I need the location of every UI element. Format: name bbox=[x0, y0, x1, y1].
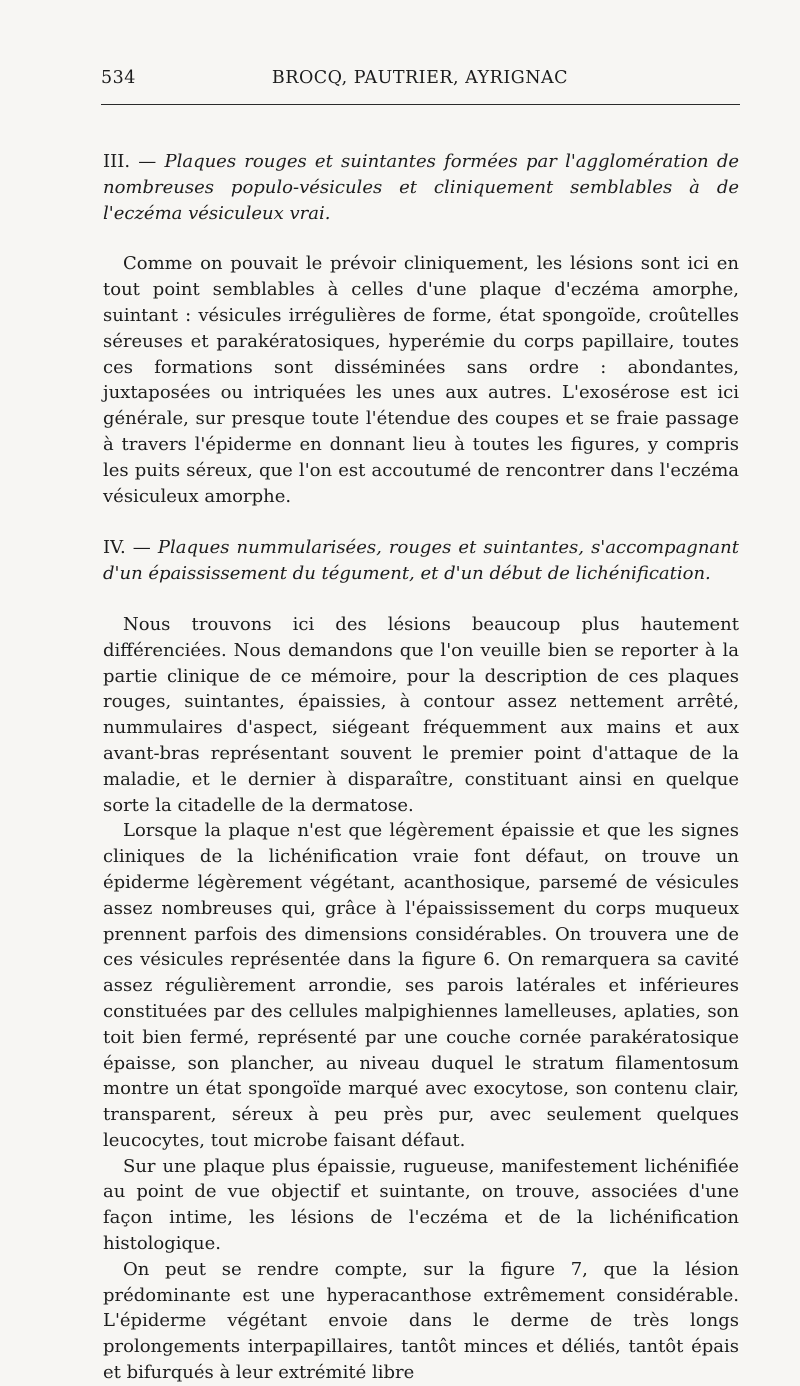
paragraph: Sur une plaque plus épaissie, rugueuse, manifestement lichénifiée au point de vue objectif et suintante, on trouve, associées d'une façon intime, les lésions de l'eczéma et de la lichénification histologique. bbox=[103, 1155, 739, 1255]
spacer bbox=[103, 226, 739, 251]
section-heading-iv bbox=[103, 535, 739, 587]
header-rule bbox=[101, 104, 740, 105]
section-title: Plaques nummularisées, rouges et suintantes, s'accompagnant d'un épaississement du tégument, et d'un début de lichénification. bbox=[103, 537, 739, 585]
paragraph: Lorsque la plaque n'est que légèrement épaissie et que les signes cliniques de la lichénification vraie font défaut, on trouve un épiderme légèrement végétant, acanthosique, parsemé de vésicules assez nombreuses qui, grâce à l'épaississement du corps muqueux prennent parfois des dimensions considérables. On trouvera une de ces vésicules représentée dans la figure 6. On remarquera sa cavité assez régulièrement arrondie, ses parois latérales et inférieures constituées par des cellules malpighiennes lamelleuses, aplaties, son toit bien fermé, représenté par une couche cornée parakératosique épaisse, son plancher, au niveau duquel le stratum filamentosum montre un état spongoïde marqué avec exocytose, son contenu clair, transparent, séreux à peu près pur, avec seulement quelques leucocytes, tout microbe faisant défaut. bbox=[103, 820, 739, 1151]
spacer bbox=[103, 509, 739, 535]
body-text bbox=[103, 149, 739, 1386]
paragraph: On peut se rendre compte, sur la figure 7, que la lésion prédominante est une hyperacanthose extrêmement considérable. L'épiderme végétant envoie dans le derme de très longs prolongements interpapillaires, tantôt minces et déliés, tantôt épais et bifurqués à leur extrémité libre bbox=[103, 1258, 739, 1384]
section-title: Plaques rouges et suintantes formées par l'agglomération de nombreuses populo-vésicules et cliniquement semblables à de l'eczéma vésiculeux vrai. bbox=[103, 151, 739, 224]
running-head bbox=[101, 68, 739, 92]
section-numeral: III. — bbox=[103, 151, 165, 172]
paragraph: Comme on pouvait le prévoir cliniquement, les lésions sont ici en tout point semblables à celles d'une plaque d'eczéma amorphe, suintant : vésicules irrégulières de forme, état spongoïde, croûtelles séreuses et parakératosiques, hyperémie du corps papillaire, toutes ces formations sont disséminées sans ordre : abondantes, juxtaposées ou intriquées les unes aux autres. L'exosérose est ici générale, sur presque toute l'étendue des coupes et se fraie passage à travers l'épiderme en donnant lieu à toutes les figures, y compris les puits séreux, que l'on est accoutumé de rencontrer dans l'eczéma vésiculeux amorphe. bbox=[103, 253, 739, 507]
spacer bbox=[103, 587, 739, 612]
section-heading-iii bbox=[103, 149, 739, 226]
paragraph: Nous trouvons ici des lésions beaucoup plus hautement différenciées. Nous demandons que l'on veuille bien se reporter à la partie clinique de ce mémoire, pour la description de ces plaques rouges, suintantes, épaissies, à contour assez nettement arrêté, nummulaires d'aspect, siégeant fréquemment aux mains et aux avant-bras représentant souvent le premier point d'attaque de la maladie, et le dernier à disparaître, constituant ainsi en quelque sorte la citadelle de la dermatose. bbox=[103, 613, 739, 816]
section-numeral: IV. — bbox=[103, 537, 158, 559]
page-number: 534 bbox=[101, 68, 136, 88]
running-title: BROCQ, PAUTRIER, AYRIGNAC bbox=[271, 68, 569, 88]
